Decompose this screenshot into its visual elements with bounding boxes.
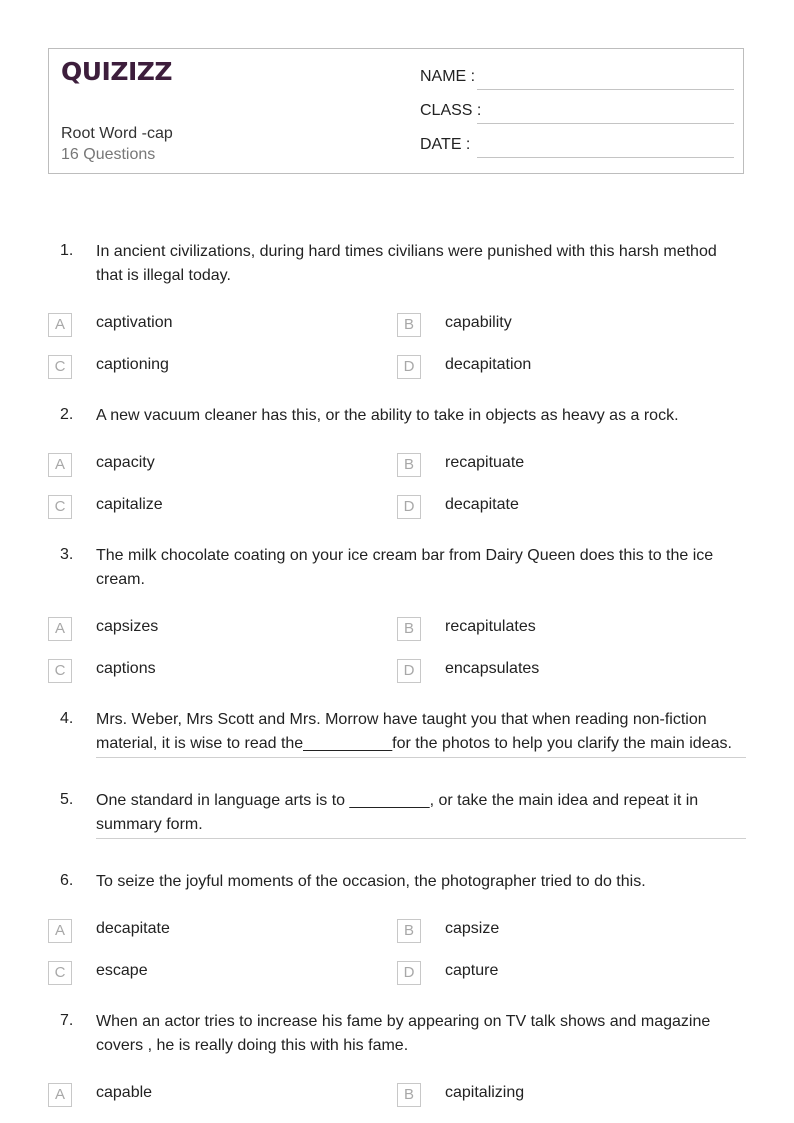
- option-letter-box: A: [48, 617, 72, 641]
- option-text: decapitate: [96, 920, 170, 937]
- option-letter-box: C: [48, 659, 72, 683]
- name-line[interactable]: [477, 89, 734, 90]
- question-text: Mrs. Weber, Mrs Scott and Mrs. Morrow have taught you that when reading non-fiction material, it is wise to read the__________for the photos to help you clarify the main ideas.: [96, 708, 746, 758]
- option-letter-box: A: [48, 1083, 72, 1107]
- option-letter-box: C: [48, 495, 72, 519]
- date-label: DATE :: [420, 136, 471, 153]
- option-letter-box: B: [397, 313, 421, 337]
- option-text: captioning: [96, 356, 169, 373]
- option-letter-box: D: [397, 961, 421, 985]
- option-letter-box: A: [48, 453, 72, 477]
- question-text: In ancient civilizations, during hard times civilians were punished with this harsh method that is illegal today.: [96, 243, 717, 284]
- question-number: 4.: [60, 710, 74, 727]
- question-number: 3.: [60, 546, 74, 563]
- question-count: 16 Questions: [61, 146, 156, 163]
- option-letter-box: B: [397, 617, 421, 641]
- option-text: captivation: [96, 314, 173, 331]
- option-letter-box: A: [48, 313, 72, 337]
- option-letter-box: A: [48, 919, 72, 943]
- option-text: escape: [96, 962, 148, 979]
- option-text: capsizes: [96, 618, 159, 635]
- option-text: decapitate: [445, 496, 519, 513]
- date-line[interactable]: [477, 157, 734, 158]
- question-text: The milk chocolate coating on your ice cream bar from Dairy Queen does this to the ice cream.: [96, 547, 714, 588]
- date-field[interactable]: [420, 136, 734, 158]
- option-letter-box: B: [397, 1083, 421, 1107]
- option-text: capsize: [445, 920, 500, 937]
- class-field[interactable]: [420, 102, 734, 124]
- quizizz-logo: QUIZIZZ: [61, 57, 173, 86]
- name-label: NAME :: [420, 68, 476, 85]
- option-letter-box: D: [397, 355, 421, 379]
- question-text: A new vacuum cleaner has this, or the ability to take in objects as heavy as a rock.: [96, 407, 679, 424]
- question-text: To seize the joyful moments of the occasion, the photographer tried to do this.: [96, 873, 646, 890]
- question-number: 6.: [60, 872, 74, 889]
- class-label: CLASS :: [420, 102, 482, 119]
- option-text: capable: [96, 1084, 153, 1101]
- option-letter-box: C: [48, 355, 72, 379]
- option-text: capability: [445, 314, 512, 331]
- option-text: decapitation: [445, 356, 532, 373]
- option-letter-box: C: [48, 961, 72, 985]
- question-number: 7.: [60, 1012, 74, 1029]
- option-letter-box: B: [397, 919, 421, 943]
- class-line[interactable]: [477, 123, 734, 124]
- option-letter-box: B: [397, 453, 421, 477]
- question-text: When an actor tries to increase his fame by appearing on TV talk shows and magazine covers , he is really doing this with his fame.: [96, 1013, 711, 1054]
- worksheet-title: Root Word -cap: [61, 125, 173, 142]
- option-text: capacity: [96, 454, 155, 471]
- question-number: 5.: [60, 791, 74, 808]
- worksheet-header: [48, 48, 744, 174]
- option-text: capitalize: [96, 496, 163, 513]
- option-text: recapituate: [445, 454, 525, 471]
- question-number: 2.: [60, 406, 74, 423]
- question-number: 1.: [60, 242, 74, 259]
- option-text: capture: [445, 962, 499, 979]
- option-text: recapitulates: [445, 618, 536, 635]
- question-text: One standard in language arts is to _________, or take the main idea and repeat it in summary form.: [96, 789, 746, 839]
- option-letter-box: D: [397, 495, 421, 519]
- option-letter-box: D: [397, 659, 421, 683]
- option-text: encapsulates: [445, 660, 540, 677]
- name-field[interactable]: [420, 68, 734, 90]
- option-text: capitalizing: [445, 1084, 525, 1101]
- option-text: captions: [96, 660, 156, 677]
